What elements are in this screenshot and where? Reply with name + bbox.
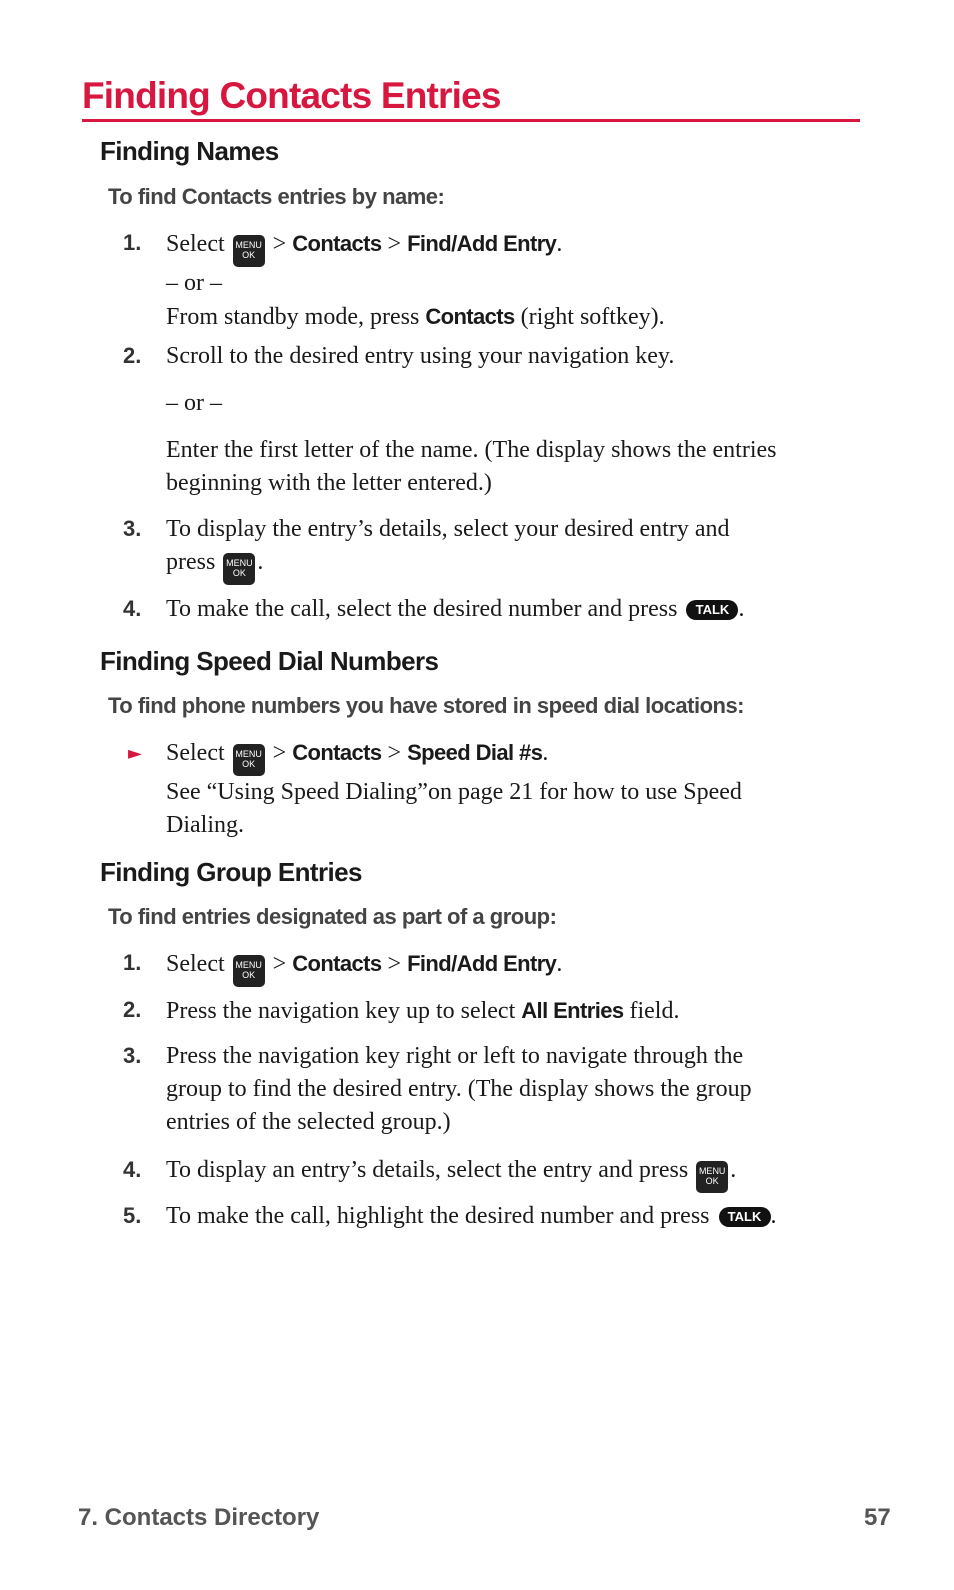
menu-ok-key-icon: MENU OK [233, 955, 265, 987]
talk-key-icon: TALK [686, 600, 738, 620]
separator: > [387, 951, 402, 977]
menu-path-find-add-entry: Find/Add Entry [407, 231, 557, 256]
step-number: 3. [123, 1043, 142, 1068]
bullet-arrow-icon: ► [128, 743, 142, 764]
section-heading-speed-dial: Finding Speed Dial Numbers [100, 646, 439, 676]
section-intro: To find Contacts entries by name: [108, 184, 445, 209]
separator: > [272, 740, 287, 766]
or-separator: – or – [166, 390, 222, 416]
step-text: To display the entry’s details, select your desired entry and press MENU OK . [166, 513, 866, 585]
menu-path-contacts: Contacts [292, 740, 382, 765]
menu-path-contacts: Contacts [292, 951, 382, 976]
menu-path-speed-dial: Speed Dial #s [407, 740, 543, 765]
or-separator: – or – [166, 270, 222, 296]
section-intro: To find entries designated as part of a group: [108, 904, 557, 929]
menu-path-find-add-entry: Find/Add Entry [407, 951, 557, 976]
softkey-contacts: Contacts [425, 304, 515, 329]
step-text: To make the call, highlight the desired number and press TALK . [166, 1203, 777, 1229]
separator: > [272, 951, 287, 977]
menu-path-contacts: Contacts [292, 231, 382, 256]
step-text: To make the call, select the desired number and press TALK . [166, 596, 745, 622]
talk-key-icon: TALK [719, 1207, 771, 1227]
step-number: 4. [123, 1157, 142, 1182]
step-number: 2. [123, 343, 142, 368]
step-number: 5. [123, 1203, 142, 1228]
separator: > [387, 740, 402, 766]
step-number: 4. [123, 596, 142, 621]
section-intro: To find phone numbers you have stored in speed dial locations: [108, 693, 745, 718]
step-word: Select [166, 231, 225, 257]
step-text: Scroll to the desired entry using your navigation key. – or – Enter the first letter of the name. (The display shows the entries beginning with the letter entered.) [166, 340, 866, 500]
step-text: Select MENU OK > Contacts > Speed Dial #s. See “Using Speed Dialing”on page 21 for how to use Speed Dialing. [166, 740, 742, 838]
step-number: 3. [123, 516, 142, 541]
menu-ok-key-icon: MENU OK [233, 235, 265, 267]
step-number: 2. [123, 997, 142, 1022]
section-heading-group-entries: Finding Group Entries [100, 857, 362, 887]
step-text: To display an entry’s details, select the entry and press MENU OK . [166, 1154, 866, 1193]
field-all-entries: All Entries [521, 998, 624, 1023]
footer-section-title: 7. Contacts Directory [78, 1504, 320, 1531]
step-number: 1. [123, 950, 142, 975]
page-title: Finding Contacts Entries [82, 74, 860, 122]
separator: > [387, 231, 402, 257]
section-heading-finding-names: Finding Names [100, 136, 279, 166]
step-text: Select MENU OK > Contacts > Find/Add Entry. [166, 947, 866, 987]
menu-ok-key-icon: MENU OK [223, 553, 255, 585]
menu-ok-key-icon: MENU OK [696, 1161, 728, 1193]
menu-ok-key-icon: MENU OK [233, 744, 265, 776]
step-text: Press the navigation key up to select All Entries field. [166, 998, 680, 1024]
step-text: Select MENU OK > Contacts > Find/Add Entry. – or – From standby mode, press Contacts (right softkey). [166, 227, 866, 334]
page-number: 57 [864, 1504, 891, 1531]
step-number: 1. [123, 230, 142, 255]
separator: > [272, 231, 287, 257]
step-text: Press the navigation key right or left to navigate through the group to find the desired entry. (The display shows the group entries of the selected group.) [166, 1043, 752, 1135]
